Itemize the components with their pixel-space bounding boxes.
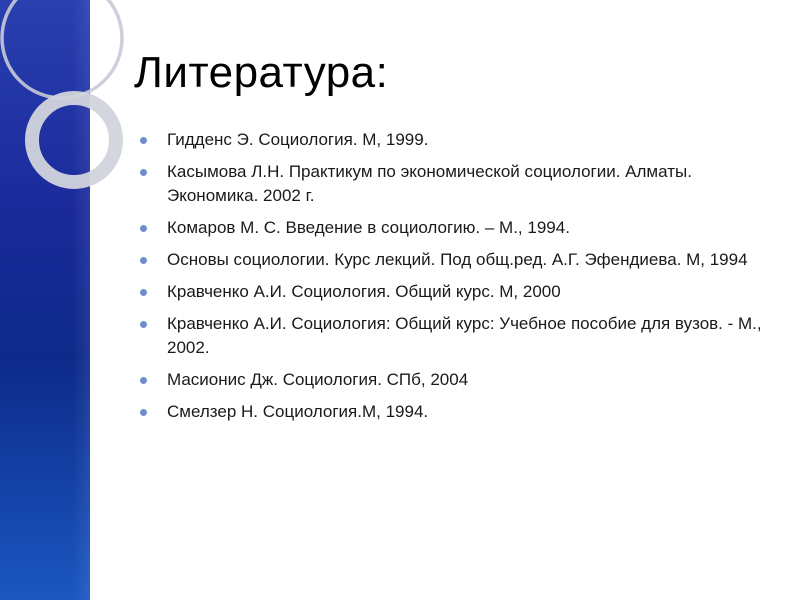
bullet-dot-icon [140, 225, 147, 232]
list-item-text: Смелзер Н. Социология.М, 1994. [167, 402, 429, 421]
list-item-text: Комаров М. С. Введение в социологию. – М., 1994. [167, 218, 570, 237]
bullet-dot-icon [140, 409, 147, 416]
large-ring [2, 0, 122, 98]
list-item-text: Кравченко А.И. Социология: Общий курс: Учебное пособие для вузов. - М., 2002. [167, 314, 762, 357]
list-item-text: Гидденс Э. Социология. М, 1999. [167, 130, 429, 149]
slide-title: Литература: [134, 48, 389, 97]
list-item [140, 160, 780, 208]
list-item-text: Основы социологии. Курс лекций. Под общ.ред. А.Г. Эфендиева. М, 1994 [167, 250, 748, 269]
list-item [140, 280, 780, 304]
list-item [140, 368, 780, 392]
list-item-text: Касымова Л.Н. Практикум по экономической социологии. Алматы. Экономика. 2002 г. [167, 162, 692, 205]
list-item [140, 248, 780, 272]
bullet-dot-icon [140, 137, 147, 144]
bullet-dot-icon [140, 377, 147, 384]
bullet-dot-icon [140, 169, 147, 176]
bullet-dot-icon [140, 321, 147, 328]
bullet-dot-icon [140, 289, 147, 296]
list-item [140, 128, 780, 152]
ring-decoration [0, 0, 140, 220]
list-item-text: Кравченко А.И. Социология. Общий курс. М, 2000 [167, 282, 561, 301]
list-item [140, 400, 780, 424]
list-item [140, 216, 780, 240]
list-item [140, 312, 780, 360]
bullet-dot-icon [140, 257, 147, 264]
thick-ring [32, 98, 116, 182]
bibliography-list [140, 128, 780, 432]
list-item-text: Масионис Дж. Социология. СПб, 2004 [167, 370, 469, 389]
